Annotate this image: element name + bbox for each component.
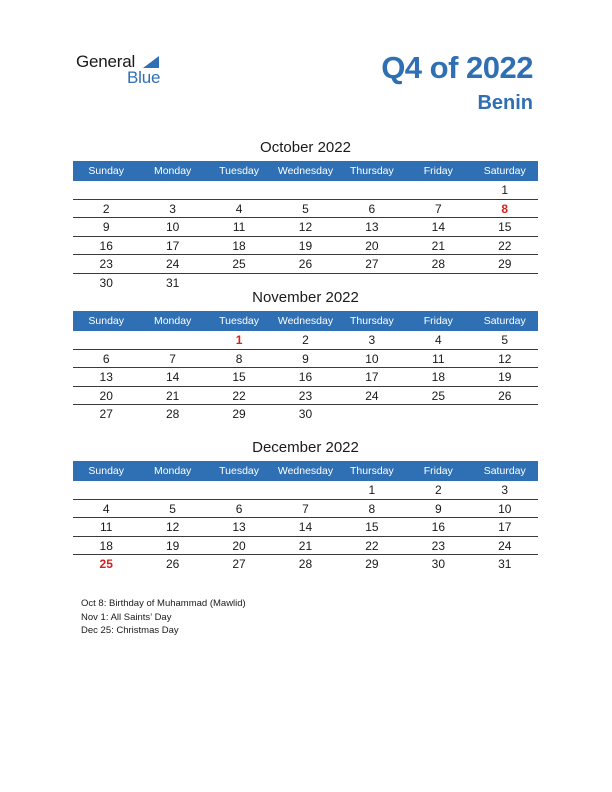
day-cell: 25 bbox=[431, 388, 445, 403]
month-title: November 2022 bbox=[252, 289, 359, 306]
day-cell: 19 bbox=[498, 370, 512, 384]
day-cell: 26 bbox=[298, 257, 313, 271]
day-cell: 14 bbox=[165, 370, 180, 384]
week-row bbox=[73, 537, 538, 556]
weekday-label: Wednesday bbox=[277, 465, 334, 477]
week-row bbox=[73, 387, 538, 406]
logo-text-blue: Blue bbox=[127, 68, 161, 87]
day-cell bbox=[206, 181, 272, 199]
day-cell: 26 bbox=[498, 388, 512, 403]
weekday-label: Thursday bbox=[350, 465, 394, 477]
weekday-label: Friday bbox=[423, 315, 453, 327]
day-cell: 22 bbox=[498, 238, 512, 253]
week-row bbox=[73, 481, 538, 500]
day-cell bbox=[272, 481, 338, 499]
day-cell: 27 bbox=[99, 407, 113, 421]
day-cell: 31 bbox=[165, 275, 180, 290]
day-cell: 15 bbox=[365, 520, 379, 534]
day-cell: 3 bbox=[501, 483, 509, 497]
day-cell: 6 bbox=[235, 501, 243, 516]
day-cell: 29 bbox=[365, 557, 379, 571]
day-cell: 28 bbox=[298, 557, 313, 571]
day-cell: 7 bbox=[302, 501, 309, 516]
day-cell: 27 bbox=[365, 257, 379, 271]
holiday-note: Nov 1: All Saints’ Day bbox=[81, 611, 172, 623]
weekday-label: Friday bbox=[423, 165, 453, 177]
day-cell bbox=[472, 405, 538, 423]
weekday-label: Sunday bbox=[88, 315, 125, 327]
weekday-label: Monday bbox=[153, 315, 192, 327]
week-row bbox=[73, 350, 538, 369]
day-cell: 17 bbox=[365, 370, 379, 384]
day-cell: 18 bbox=[99, 538, 113, 553]
day-cell: 5 bbox=[302, 201, 309, 216]
day-cell: 25 bbox=[232, 257, 246, 271]
day-cell: 20 bbox=[99, 388, 113, 403]
weekday-label: Sunday bbox=[88, 165, 125, 177]
day-cell bbox=[73, 181, 139, 199]
weekday-label: Saturday bbox=[483, 165, 526, 177]
month-calendar bbox=[73, 437, 538, 573]
day-cell bbox=[139, 331, 205, 349]
day-cell bbox=[139, 181, 205, 199]
month-calendar bbox=[73, 287, 538, 423]
weekday-label: Monday bbox=[153, 465, 192, 477]
day-cell: 8 bbox=[235, 351, 243, 366]
day-cell: 12 bbox=[298, 220, 313, 234]
day-cell: 4 bbox=[434, 333, 442, 347]
day-cell: 24 bbox=[498, 538, 512, 553]
day-cell: 5 bbox=[169, 501, 176, 516]
day-cell bbox=[73, 481, 139, 499]
day-cell: 21 bbox=[165, 388, 180, 403]
day-cell: 29 bbox=[498, 257, 512, 271]
day-cell: 30 bbox=[431, 557, 445, 571]
week-row bbox=[73, 181, 538, 200]
day-cell: 2 bbox=[102, 201, 110, 216]
day-cell bbox=[272, 181, 338, 199]
day-cell: 8 bbox=[501, 201, 509, 216]
day-cell: 2 bbox=[302, 333, 309, 347]
day-cell: 29 bbox=[232, 407, 246, 421]
day-cell: 11 bbox=[232, 220, 246, 234]
day-cell: 12 bbox=[165, 520, 180, 534]
day-cell: 7 bbox=[169, 351, 176, 366]
day-cell: 23 bbox=[99, 257, 113, 271]
day-cell: 13 bbox=[232, 520, 246, 534]
day-cell: 5 bbox=[501, 333, 509, 347]
day-cell: 13 bbox=[99, 370, 113, 384]
day-cell: 7 bbox=[434, 201, 442, 216]
day-cell bbox=[73, 331, 139, 349]
day-cell bbox=[139, 481, 205, 499]
day-cell: 13 bbox=[365, 220, 379, 234]
day-cell: 15 bbox=[498, 220, 512, 234]
day-cell: 31 bbox=[498, 557, 512, 571]
week-row bbox=[73, 200, 538, 219]
week-row bbox=[73, 237, 538, 256]
day-cell: 20 bbox=[365, 238, 379, 253]
day-cell: 11 bbox=[99, 520, 113, 534]
weekday-label: Wednesday bbox=[277, 315, 334, 327]
day-cell: 4 bbox=[235, 201, 243, 216]
week-row bbox=[73, 500, 538, 519]
day-cell: 23 bbox=[431, 538, 445, 553]
weekday-label: Tuesday bbox=[219, 315, 259, 327]
day-cell: 14 bbox=[298, 520, 313, 534]
holiday-notes bbox=[81, 597, 246, 638]
day-cell: 11 bbox=[432, 351, 445, 366]
day-cell: 10 bbox=[365, 351, 379, 366]
day-cell bbox=[339, 181, 405, 199]
weekday-label: Tuesday bbox=[219, 465, 259, 477]
day-cell: 24 bbox=[365, 388, 379, 403]
page-title: Q4 of 2022 bbox=[381, 50, 533, 85]
day-cell: 3 bbox=[169, 201, 176, 216]
day-cell: 4 bbox=[102, 501, 110, 516]
day-cell: 21 bbox=[431, 238, 445, 253]
day-cell: 15 bbox=[232, 370, 246, 384]
day-cell: 10 bbox=[165, 220, 180, 234]
day-cell: 9 bbox=[102, 220, 110, 234]
weekday-label: Sunday bbox=[88, 465, 125, 477]
day-cell: 3 bbox=[368, 333, 376, 347]
day-cell bbox=[405, 181, 471, 199]
day-cell: 9 bbox=[434, 501, 442, 516]
day-cell: 21 bbox=[298, 538, 313, 553]
logo-triangle-icon bbox=[143, 56, 159, 68]
day-cell: 22 bbox=[365, 538, 379, 553]
weekday-header bbox=[73, 461, 538, 481]
month-calendar bbox=[73, 137, 538, 291]
day-cell bbox=[405, 405, 471, 423]
day-cell: 9 bbox=[302, 351, 309, 366]
holiday-note: Oct 8: Birthday of Muhammad (Mawlid) bbox=[81, 598, 246, 609]
day-cell: 17 bbox=[165, 238, 180, 253]
day-cell: 23 bbox=[298, 388, 313, 403]
week-row bbox=[73, 218, 538, 237]
day-cell: 20 bbox=[232, 538, 246, 553]
weekday-label: Tuesday bbox=[219, 165, 259, 177]
day-cell: 27 bbox=[232, 557, 246, 571]
weekday-label: Saturday bbox=[483, 315, 526, 327]
day-cell: 14 bbox=[431, 220, 445, 234]
day-cell: 24 bbox=[165, 257, 180, 271]
day-cell: 12 bbox=[498, 351, 512, 366]
day-cell: 10 bbox=[498, 501, 512, 516]
day-cell bbox=[339, 405, 405, 423]
weekday-label: Thursday bbox=[350, 165, 394, 177]
day-cell: 28 bbox=[431, 257, 445, 271]
country-name: Benin bbox=[477, 92, 533, 114]
month-title: October 2022 bbox=[260, 139, 351, 156]
day-cell: 16 bbox=[298, 370, 313, 384]
day-cell: 16 bbox=[431, 520, 445, 534]
day-cell: 28 bbox=[165, 407, 180, 421]
day-cell: 26 bbox=[165, 557, 180, 571]
day-cell: 1 bbox=[235, 333, 243, 347]
day-cell: 19 bbox=[165, 538, 180, 553]
week-row bbox=[73, 555, 538, 573]
weekday-label: Thursday bbox=[350, 315, 394, 327]
day-cell: 2 bbox=[434, 483, 442, 497]
day-cell: 1 bbox=[501, 183, 509, 197]
day-cell: 16 bbox=[99, 238, 113, 253]
weekday-label: Saturday bbox=[483, 465, 526, 477]
weekday-header bbox=[73, 311, 538, 331]
holiday-note: Dec 25: Christmas Day bbox=[81, 625, 179, 636]
day-cell: 19 bbox=[298, 238, 313, 253]
day-cell: 17 bbox=[498, 520, 512, 534]
week-row bbox=[73, 405, 538, 423]
weekday-label: Friday bbox=[423, 465, 453, 477]
month-title: December 2022 bbox=[252, 439, 359, 456]
day-cell: 6 bbox=[102, 351, 110, 366]
logo-text-general: General bbox=[76, 52, 136, 71]
brand-logo bbox=[76, 52, 196, 92]
weekday-label: Monday bbox=[153, 165, 192, 177]
day-cell: 30 bbox=[298, 407, 313, 421]
day-cell: 18 bbox=[431, 370, 445, 384]
day-cell: 18 bbox=[232, 238, 246, 253]
week-row bbox=[73, 518, 538, 537]
day-cell: 22 bbox=[232, 388, 246, 403]
day-cell: 6 bbox=[368, 201, 376, 216]
week-row bbox=[73, 255, 538, 274]
day-cell bbox=[206, 481, 272, 499]
weekday-header bbox=[73, 161, 538, 181]
day-cell: 8 bbox=[368, 501, 376, 516]
weekday-label: Wednesday bbox=[277, 165, 334, 177]
day-cell: 30 bbox=[99, 275, 113, 290]
day-cell: 1 bbox=[368, 483, 376, 497]
week-row bbox=[73, 368, 538, 387]
week-row bbox=[73, 331, 538, 350]
day-cell: 25 bbox=[99, 557, 113, 571]
